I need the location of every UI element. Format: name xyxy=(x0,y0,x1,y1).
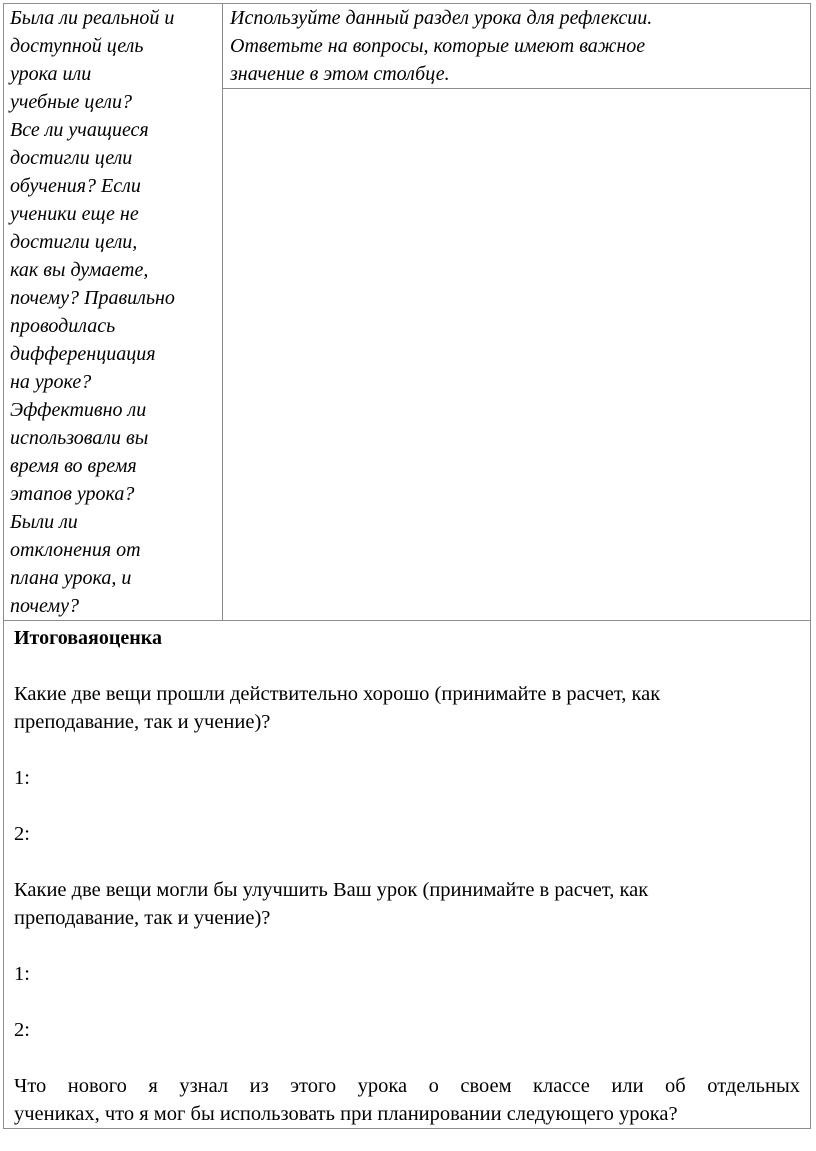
reflection-questions-cell xyxy=(4,4,223,621)
question-line: почему? Правильно xyxy=(10,287,175,309)
question-line: время во время xyxy=(10,455,137,477)
question-line: как вы думаете, xyxy=(10,259,149,281)
reflection-table xyxy=(3,3,811,1129)
question-line: Все ли учащиеся xyxy=(10,119,149,141)
reflection-questions xyxy=(4,4,222,620)
question-line: урока или xyxy=(10,63,92,85)
question-line: ученики еще не xyxy=(10,203,139,225)
instruction-line: значение в этом столбце. xyxy=(230,63,450,85)
summary-question-2-item-1: 1: xyxy=(14,963,30,985)
reflection-instruction xyxy=(223,4,810,88)
question-line: дифференциация xyxy=(10,343,156,365)
summary-question-2-line: преподавание, так и учение)? xyxy=(14,907,271,929)
question-line: отклонения от xyxy=(10,539,141,561)
question-line: плана урока, и xyxy=(10,567,132,589)
summary-question-2-line: Какие две вещи могли бы улучшить Ваш урок (принимайте в расчет, как xyxy=(14,879,649,901)
question-line: обучения? Если xyxy=(10,175,141,197)
question-line: использовали вы xyxy=(10,427,149,449)
instruction-line: Ответьте на вопросы, которые имеют важное xyxy=(230,35,646,57)
summary-title: Итоговаяоценка xyxy=(14,627,162,649)
question-line: на уроке? xyxy=(10,371,92,393)
question-line: проводилась xyxy=(10,315,116,337)
question-line: учебные цели? xyxy=(10,91,133,113)
summary-question-1-line: преподавание, так и учение)? xyxy=(14,711,271,733)
reflection-instruction-cell xyxy=(223,4,811,89)
question-line: почему? xyxy=(10,595,80,617)
question-line: достигли цели xyxy=(10,147,133,169)
reflection-answer-cell[interactable] xyxy=(223,89,811,621)
question-line: Были ли xyxy=(10,511,78,533)
question-line: доступной цель xyxy=(10,35,144,57)
question-line: достигли цели, xyxy=(10,231,138,253)
question-line: Была ли реальной и xyxy=(10,7,175,29)
summary-question-3-line: Что нового я узнал из этого урока о своем классе или об отдельных xyxy=(14,1075,800,1097)
question-line: Эффективно ли xyxy=(10,399,147,421)
summary-cell xyxy=(4,621,811,1129)
summary-question-2-item-2: 2: xyxy=(14,1019,30,1041)
summary-question-1-item-2: 2: xyxy=(14,823,30,845)
question-line: этапов урока? xyxy=(10,483,135,505)
summary-question-3-line: учениках, что я мог бы использовать при планировании следующего урока? xyxy=(14,1103,678,1125)
summary-question-1-item-1: 1: xyxy=(14,767,30,789)
summary-question-1-line: Какие две вещи прошли действительно хорошо (принимайте в расчет, как xyxy=(14,683,661,705)
instruction-line: Используйте данный раздел урока для рефлексии. xyxy=(230,7,653,29)
